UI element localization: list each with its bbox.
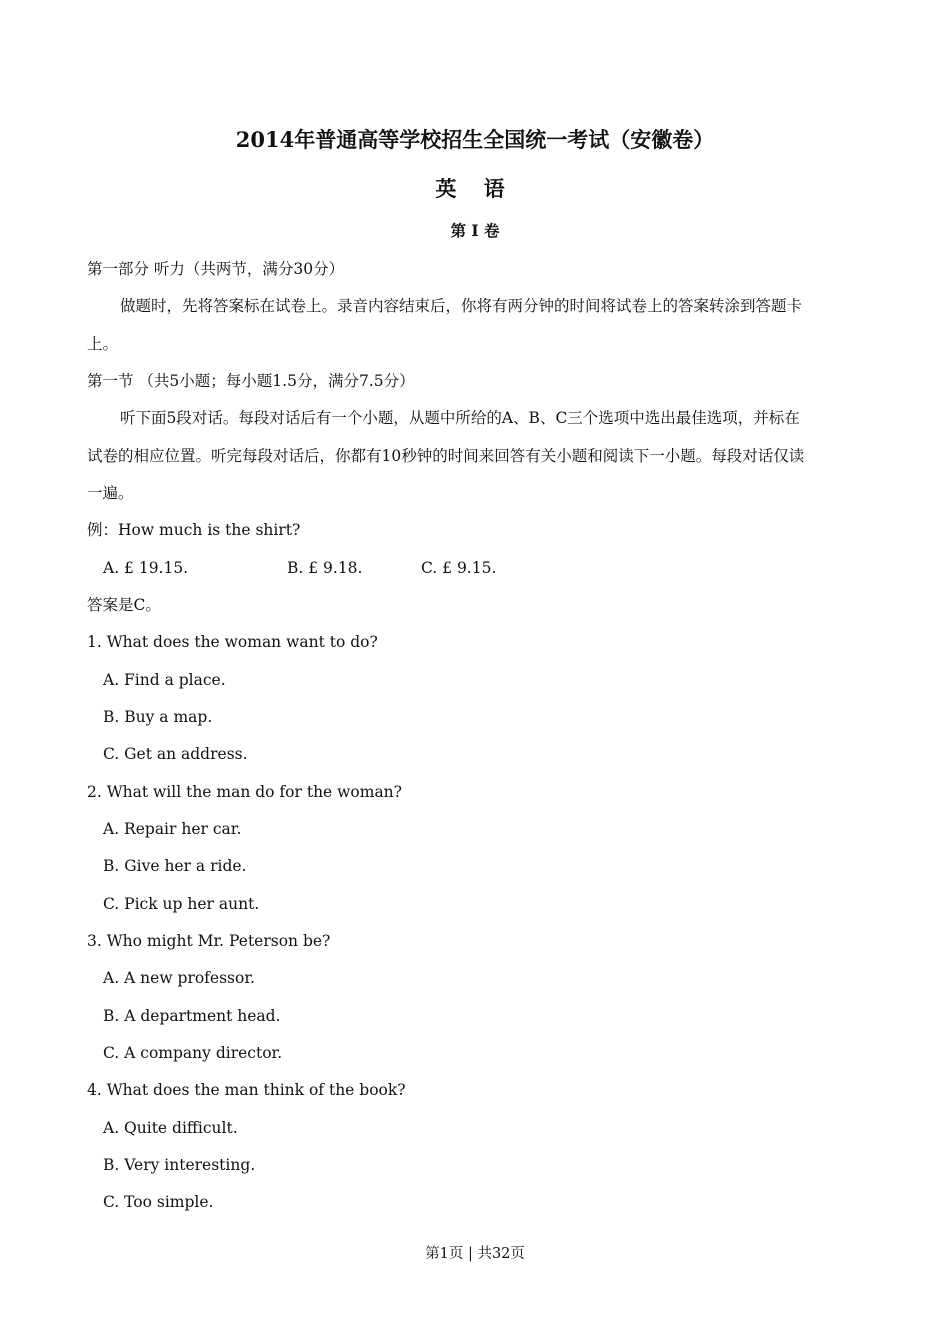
question-1-stem: 1. What does the woman want to do? <box>87 633 378 651</box>
exam-title: 2014年普通高等学校招生全国统一考试（安徽卷） <box>235 127 715 152</box>
question-2-stem: 2. What will the man do for the woman? <box>87 783 402 801</box>
volume-heading: 第 I 卷 <box>450 221 500 240</box>
intro-line-1: 做题时，先将答案标在试卷上。录音内容结束后，你将有两分钟的时间将试卷上的答案转涂到答题卡 <box>120 297 803 315</box>
question-2-option-b: B. Give her a ride. <box>103 857 247 875</box>
example-option-a: A. £ 19.15. <box>103 559 189 577</box>
example-option-b: B. £ 9.18. <box>287 559 363 577</box>
question-1-option-c: C. Get an address. <box>103 745 248 763</box>
question-3-stem: 3. Who might Mr. Peterson be? <box>87 932 331 950</box>
question-2-option-a: A. Repair her car. <box>103 820 242 838</box>
question-4-stem: 4. What does the man think of the book? <box>87 1081 406 1099</box>
question-1-option-b: B. Buy a map. <box>103 708 213 726</box>
example-question: 例：How much is the shirt? <box>87 521 301 539</box>
question-4-option-a: A. Quite difficult. <box>103 1119 238 1137</box>
instruction-line-3: 一遍。 <box>87 484 134 502</box>
question-4-option-b: B. Very interesting. <box>103 1156 256 1174</box>
subject-title: 英 语 <box>435 176 515 201</box>
part-heading: 第一部分 听力（共两节，满分30分） <box>87 260 345 278</box>
question-3-option-b: B. A department head. <box>103 1007 281 1025</box>
question-3-option-a: A. A new professor. <box>103 969 255 987</box>
question-2-option-c: C. Pick up her aunt. <box>103 895 260 913</box>
question-1-option-a: A. Find a place. <box>103 671 226 689</box>
page-indicator: 第1页 | 共32页 <box>425 1246 525 1262</box>
question-4-option-c: C. Too simple. <box>103 1193 214 1211</box>
question-3-option-c: C. A company director. <box>103 1044 283 1062</box>
instruction-line-1: 听下面5段对话。每段对话后有一个小题，从题中所给的A、B、C三个选项中选出最佳选项，并标在 <box>120 409 800 427</box>
example-answer: 答案是C。 <box>87 596 161 614</box>
section-sub-heading: 第一节 （共5小题；每小题1.5分，满分7.5分） <box>87 372 415 390</box>
example-option-c: C. £ 9.15. <box>421 559 497 577</box>
intro-line-2: 上。 <box>87 335 119 353</box>
instruction-line-2: 试卷的相应位置。听完每段对话后，你都有10秒钟的时间来回答有关小题和阅读下一小题。每段对话仅读 <box>87 447 805 465</box>
